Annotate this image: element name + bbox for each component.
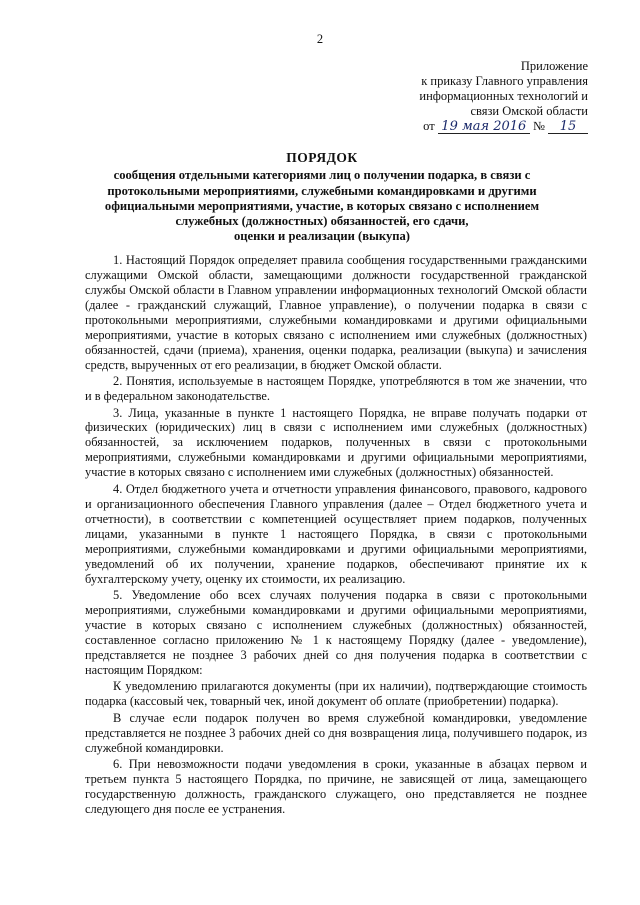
date-prefix: от	[423, 119, 435, 133]
appendix-line: связи Омской области	[470, 104, 588, 118]
page-number: 2	[316, 32, 324, 46]
handwritten-date: 19 мая 2016	[438, 120, 530, 134]
paragraph-5-business-trip: В случае если подарок получен во время служебной командировки, уведомление представляется не позднее 3 рабочих дней со дня возвращения лица, получившего подарок, из служебной командировки.	[85, 710, 587, 755]
document-body	[85, 253, 587, 818]
paragraph-2: 2. Понятия, используемые в настоящем Порядке, употребляются в том же значении, что и в федеральном законодательстве.	[85, 374, 587, 404]
paragraph-5: 5. Уведомление обо всех случаях получения подарка в связи с протокольными мероприятиями, служебными командировками и другими официальными мероприятиями, участие в которых связано с исполнением служебных (должностных) обязанностей, составленное согласно приложению № 1 к настоящему Порядку (далее - уведомление), представляется не позднее 3 рабочих дней со дня получения подарка в соответствии с настоящим Порядком:	[85, 587, 587, 677]
appendix-line: информационных технологий и	[419, 89, 588, 103]
paragraph-5-attachments: К уведомлению прилагаются документы (при их наличии), подтверждающие стоимость подарка (кассовый чек, товарный чек, иной документ об оплате (приобретении) подарка).	[85, 679, 587, 709]
title-line: сообщения отдельными категориями лиц о получении подарка, в связи с	[113, 168, 531, 183]
title-line: оценки и реализации (выкупа)	[233, 229, 410, 244]
handwritten-number: 15	[548, 120, 588, 134]
title-line: протокольными мероприятиями, служебными командировками и другими	[107, 183, 537, 198]
appendix-line: к приказу Главного управления	[421, 74, 588, 88]
title-line: официальными мероприятиями, участие, в которых связано с исполнением	[104, 198, 540, 213]
paragraph-1: 1. Настоящий Порядок определяет правила сообщения государственными гражданскими служащими Омской области, замещающими должности государственной гражданской службы Омской области в Главном управлении информационных технологий Омской области (далее - гражданский служащий, Главное управление), о получении подарка в связи с протокольными мероприятиями, служебными командировками и другими официальными мероприятиями, участие в которых связано с исполнением ими служебных (должностных) обязанностей, сдачи (приема), хранения, оценки подарка, реализации (выкупа) и зачисления средств, вырученных от его реализации, в бюджет Омской области.	[85, 253, 587, 372]
order-date-line	[400, 119, 588, 134]
title-line: служебных (должностных) обязанностей, его сдачи,	[175, 214, 469, 229]
title-main: ПОРЯДОК	[286, 150, 358, 165]
paragraph-6: 6. При невозможности подачи уведомления в сроки, указанные в абзацах первом и третьем пункта 5 настоящего Порядка, по причине, не зависящей от лица, замещающего государственную должность, гражданского служащего, оно представляется не позднее следующего дня после ее устранения.	[85, 756, 587, 816]
paragraph-4: 4. Отдел бюджетного учета и отчетности управления финансового, правового, кадрового и организационного обеспечения Главного управления (далее – Отдел бюджетного учета и отчетности), в соответствии с компетенцией осуществляет прием подарков, полученных лицами, указанными в пункте 1 настоящего Порядка, в связи с протокольными мероприятиями, служебными командировками и другими официальными мероприятиями, уведомлений об их получении, хранение подарков, обеспечивают принятие их к бухгалтерскому учету, оценку их стоимости, их реализацию.	[85, 481, 587, 586]
appendix-line: Приложение	[520, 59, 588, 73]
paragraph-3: 3. Лица, указанные в пункте 1 настоящего Порядка, не вправе получать подарки от физических (юридических) лиц в связи с исполнением ими служебных (должностных) обязанностей, за исключением подарков, полученных в связи с протокольными мероприятиями, служебными командировками и другими официальными мероприятиями, участие в которых связано с исполнением ими служебных (должностных) обязанностей.	[85, 405, 587, 480]
document-title	[80, 150, 564, 245]
number-prefix: №	[532, 119, 545, 133]
appendix-block	[400, 59, 588, 134]
